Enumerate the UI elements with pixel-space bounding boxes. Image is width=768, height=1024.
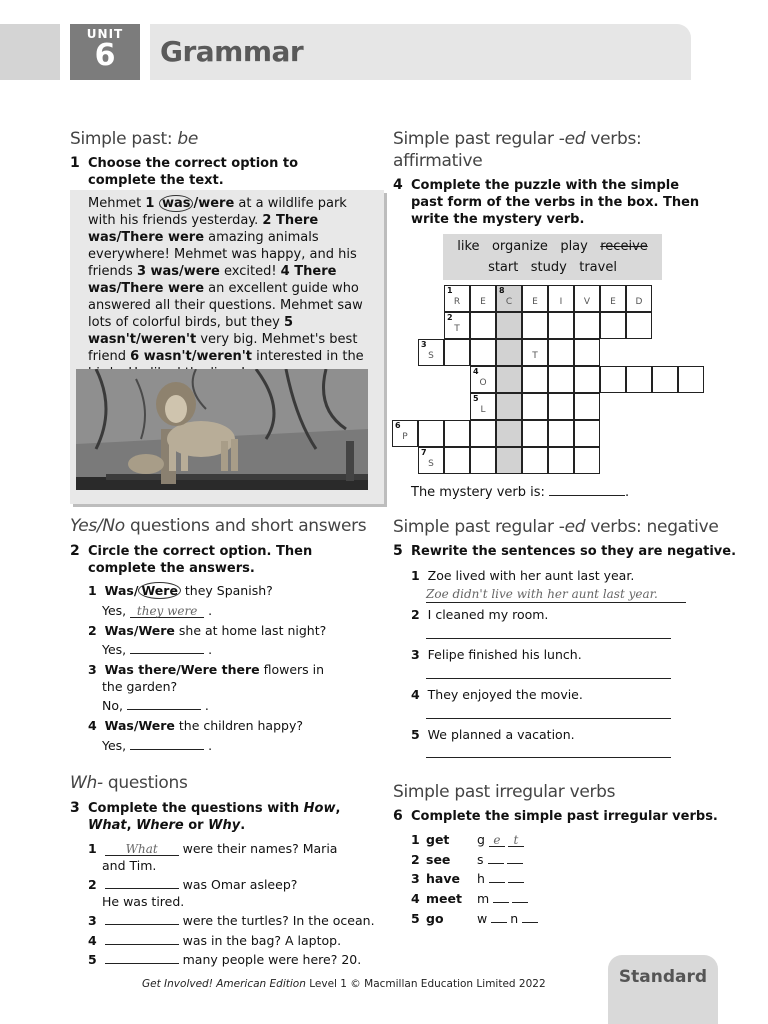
t: 6 bbox=[130, 349, 144, 364]
crossword-cell[interactable] bbox=[652, 366, 678, 393]
crossword-cell[interactable] bbox=[574, 285, 600, 312]
t: Where bbox=[136, 818, 184, 833]
answer-blank[interactable]: they were bbox=[130, 605, 204, 618]
crossword-cell[interactable] bbox=[574, 420, 600, 447]
mystery-label: The mystery verb is: bbox=[411, 485, 545, 500]
t: 3 bbox=[136, 264, 151, 279]
wh-item-4 bbox=[88, 932, 341, 949]
clue-number: 4 bbox=[473, 367, 479, 376]
crossword-cell[interactable] bbox=[522, 312, 548, 339]
cell-letter: O bbox=[479, 378, 487, 388]
answer-blank[interactable]: What bbox=[105, 843, 179, 856]
t: verbs: affirmative bbox=[393, 129, 642, 171]
sentence: They enjoyed the movie. bbox=[427, 687, 583, 702]
option[interactable]: There was/There were bbox=[88, 213, 319, 245]
clue-number: 5 bbox=[473, 394, 479, 403]
base-verb: have bbox=[426, 871, 460, 887]
item-number: 2 bbox=[411, 851, 420, 867]
base-verb: meet bbox=[426, 891, 462, 907]
irregular-verb-row bbox=[411, 831, 519, 848]
crossword-cell[interactable] bbox=[496, 339, 522, 366]
crossword-cell[interactable] bbox=[444, 339, 470, 366]
irregular-verb-list bbox=[411, 831, 611, 931]
neg-item-5 bbox=[411, 726, 575, 743]
cell-letter: P bbox=[402, 432, 408, 442]
crossword-cell[interactable] bbox=[418, 339, 444, 366]
section-title-negative bbox=[393, 516, 719, 538]
cell-letter: C bbox=[505, 297, 513, 307]
answer-prefix: Yes, bbox=[102, 738, 131, 753]
word: organize bbox=[491, 239, 548, 254]
letter-blank[interactable] bbox=[488, 851, 504, 864]
t: Get Involved! American Edition bbox=[142, 978, 306, 990]
circled-option[interactable]: was bbox=[159, 195, 194, 212]
irregular-verb-row bbox=[411, 910, 523, 927]
question-text: many people were here? 20. bbox=[178, 952, 362, 967]
wh-item-2-line2: He was tired. bbox=[102, 894, 185, 909]
crossword-cell[interactable] bbox=[470, 420, 496, 447]
question-text: she at home last night? bbox=[174, 623, 327, 638]
yn-item-1 bbox=[88, 582, 273, 599]
letter-blank[interactable] bbox=[507, 851, 523, 864]
crossword-cell[interactable] bbox=[418, 420, 444, 447]
yn-item-3-line2: the garden? bbox=[102, 679, 178, 694]
t: ed bbox=[564, 517, 586, 537]
crossword-cell[interactable] bbox=[496, 447, 522, 474]
past-form bbox=[477, 870, 527, 887]
footer-copyright bbox=[142, 978, 546, 990]
crossword-cell[interactable] bbox=[522, 366, 548, 393]
t: Complete the questions with bbox=[88, 801, 304, 816]
letter-blank[interactable] bbox=[522, 910, 538, 923]
question-text: were their names? Maria bbox=[178, 841, 338, 856]
word: play bbox=[560, 239, 588, 254]
crossword-cell[interactable] bbox=[496, 420, 522, 447]
question-text: flowers in bbox=[259, 662, 325, 677]
crossword-cell[interactable] bbox=[444, 312, 470, 339]
neg-answer-4[interactable] bbox=[426, 718, 671, 719]
cell-letter: T bbox=[454, 324, 460, 334]
answer-prefix: Yes, bbox=[102, 603, 131, 618]
item-number: 1 bbox=[411, 568, 420, 583]
t: 4 bbox=[280, 264, 295, 279]
start-letter: m bbox=[477, 891, 494, 907]
t: Yes bbox=[70, 516, 97, 536]
letter-blank[interactable] bbox=[493, 890, 509, 903]
irregular-verb-row bbox=[411, 870, 489, 887]
page-title: Grammar bbox=[160, 35, 304, 68]
cell-letter: E bbox=[610, 297, 616, 307]
word-row-1 bbox=[443, 236, 662, 257]
crossword-cell[interactable] bbox=[522, 285, 548, 312]
crossword-cell[interactable] bbox=[548, 420, 574, 447]
item-number: 2 bbox=[88, 877, 97, 892]
crossword-cell[interactable] bbox=[574, 393, 600, 420]
t: an excellent guide who answered all their questions. Mehmet saw lots of colorful birds, but they bbox=[88, 281, 363, 330]
crossword-cell[interactable] bbox=[470, 285, 496, 312]
t: Wh- bbox=[70, 773, 103, 793]
start-letter: s bbox=[477, 851, 488, 867]
exercise-number: 3 bbox=[70, 800, 80, 816]
unit-badge bbox=[70, 24, 140, 80]
answer-prefix: No, bbox=[102, 698, 127, 713]
middle-letter: n bbox=[510, 910, 523, 926]
neg-answer-2[interactable] bbox=[426, 638, 671, 639]
lion-photo bbox=[76, 369, 368, 490]
answer-blank[interactable] bbox=[127, 697, 201, 710]
t: Simple past regular - bbox=[393, 517, 565, 537]
option[interactable]: wasn't/weren't bbox=[143, 349, 252, 364]
word-box bbox=[443, 234, 662, 280]
crossword-cell[interactable] bbox=[600, 285, 626, 312]
start-letter: h bbox=[477, 871, 489, 887]
lion-photo-illustration bbox=[76, 369, 368, 490]
exercise-instruction: Complete the puzzle with the simple past form of the verbs in the box. Then write the mystery verb. bbox=[411, 178, 700, 227]
t: , bbox=[335, 801, 341, 816]
word: study bbox=[530, 260, 567, 275]
crossword-cell[interactable] bbox=[470, 366, 496, 393]
yn-item-2 bbox=[88, 622, 326, 639]
start-letter: g bbox=[477, 832, 489, 847]
option[interactable]: Was/Were bbox=[104, 623, 175, 638]
exercise-number: 5 bbox=[393, 543, 403, 559]
question-text: was in the bag? A laptop. bbox=[178, 933, 342, 948]
answer-blank[interactable] bbox=[105, 912, 179, 925]
level-badge: Standard bbox=[608, 955, 718, 1024]
cell-letter: S bbox=[428, 459, 434, 469]
item-number: 2 bbox=[411, 607, 420, 622]
t: 5 bbox=[283, 315, 293, 330]
past-form bbox=[477, 831, 527, 848]
exercise-instruction: Rewrite the sentences so they are negative. bbox=[411, 544, 737, 559]
base-verb: see bbox=[426, 851, 451, 867]
option[interactable]: wasn't/weren't bbox=[88, 332, 197, 347]
yn-item-3 bbox=[88, 661, 324, 678]
crossword-cell[interactable] bbox=[574, 366, 600, 393]
item-number: 4 bbox=[411, 687, 420, 702]
crossword-cell[interactable] bbox=[522, 447, 548, 474]
letter-blank[interactable]: t bbox=[508, 834, 524, 847]
t: excited! bbox=[219, 264, 281, 279]
mystery-verb-line: The mystery verb is: . bbox=[411, 485, 630, 500]
t: interested in the bbox=[256, 349, 364, 364]
crossword-cell[interactable] bbox=[548, 447, 574, 474]
letter-blank[interactable] bbox=[489, 870, 505, 883]
t: questions bbox=[102, 773, 188, 793]
crossword-cell[interactable] bbox=[470, 447, 496, 474]
crossword-cell[interactable] bbox=[522, 393, 548, 420]
crossword-cell[interactable] bbox=[626, 285, 652, 312]
word-crossed: receive bbox=[600, 239, 648, 254]
option[interactable]: /were bbox=[193, 196, 235, 211]
clue-number: 8 bbox=[499, 286, 505, 295]
item-number: 5 bbox=[88, 952, 97, 967]
crossword-cell[interactable] bbox=[444, 285, 470, 312]
cell-letter: I bbox=[559, 297, 563, 307]
answer-prefix: Yes, bbox=[102, 642, 131, 657]
t: What bbox=[88, 818, 127, 833]
cell-letter: S bbox=[428, 351, 434, 361]
word-row-2 bbox=[443, 257, 662, 278]
cell-letter: V bbox=[583, 297, 591, 307]
neg-item-4 bbox=[411, 686, 583, 703]
past-form bbox=[477, 851, 526, 868]
past-form bbox=[477, 910, 541, 927]
option[interactable]: Was there/Were there bbox=[104, 662, 260, 677]
t: amazing animals everywhere! Mehmet was happy, and his friends bbox=[88, 230, 357, 279]
item-number: 1 bbox=[411, 832, 420, 847]
crossword-cell[interactable] bbox=[522, 339, 548, 366]
sentence: We planned a vacation. bbox=[427, 727, 575, 742]
title-text: Simple past: bbox=[70, 129, 178, 149]
unit-number: 6 bbox=[94, 38, 116, 73]
reading-text bbox=[88, 195, 378, 382]
neg-item-1 bbox=[411, 567, 634, 584]
clue-number: 7 bbox=[421, 448, 427, 457]
clue-number: 6 bbox=[395, 421, 401, 430]
cell-letter: T bbox=[532, 351, 538, 361]
word: like bbox=[457, 239, 480, 254]
neg-item-2 bbox=[411, 606, 548, 623]
crossword-cell[interactable] bbox=[496, 393, 522, 420]
wh-item-5 bbox=[88, 951, 361, 968]
crossword-cell[interactable] bbox=[444, 420, 470, 447]
question-text: they Spanish? bbox=[180, 583, 273, 598]
section-title-wh-questions bbox=[70, 772, 188, 794]
item-number: 1 bbox=[88, 583, 97, 598]
letter-blank[interactable] bbox=[491, 910, 507, 923]
neg-answer-3[interactable] bbox=[426, 678, 671, 679]
title-em: be bbox=[177, 129, 199, 149]
crossword-cell[interactable] bbox=[574, 447, 600, 474]
neg-answer-5[interactable] bbox=[426, 757, 671, 758]
yn-answer-2: Yes, . bbox=[102, 642, 213, 657]
yn-answer-1: Yes, they were . bbox=[102, 603, 213, 618]
wh-item-1-line2: and Tim. bbox=[102, 858, 157, 873]
irregular-verb-row bbox=[411, 851, 488, 868]
answer-blank[interactable] bbox=[105, 876, 179, 889]
letter-blank[interactable] bbox=[508, 870, 524, 883]
exercise-instruction bbox=[88, 800, 373, 834]
t: / bbox=[96, 516, 103, 536]
answer-blank[interactable] bbox=[105, 951, 179, 964]
circled-option[interactable]: Were bbox=[138, 582, 180, 599]
t: Mehmet bbox=[88, 196, 146, 211]
word: travel bbox=[579, 260, 617, 275]
section-title-irregular: Simple past irregular verbs bbox=[393, 782, 616, 802]
mystery-blank[interactable] bbox=[549, 483, 625, 496]
crossword-cell[interactable] bbox=[418, 447, 444, 474]
exercise-number: 6 bbox=[393, 808, 403, 824]
crossword-cell[interactable] bbox=[548, 339, 574, 366]
base-verb: get bbox=[426, 832, 450, 847]
letter-blank[interactable] bbox=[512, 890, 528, 903]
crossword-cell[interactable] bbox=[548, 366, 574, 393]
option[interactable]: There was/There were bbox=[88, 264, 337, 296]
crossword-cell[interactable] bbox=[678, 366, 704, 393]
exercise-instruction: Choose the correct option to complete the text. bbox=[88, 156, 299, 188]
start-letter: w bbox=[477, 910, 492, 926]
item-number: 3 bbox=[411, 647, 420, 662]
t: 2 bbox=[262, 213, 276, 228]
cell-letter: D bbox=[635, 297, 643, 307]
yn-answer-3: No, . bbox=[102, 698, 209, 713]
t: . bbox=[240, 818, 246, 833]
option[interactable]: Was/Were bbox=[104, 718, 175, 733]
t: at a wildlife park with his friends yesterday. bbox=[88, 196, 347, 228]
neg-answer-1[interactable]: Zoe didn't live with her aunt last year. bbox=[426, 586, 686, 603]
t: very big. Mehmet's best friend bbox=[88, 332, 358, 364]
item-number: 3 bbox=[88, 662, 97, 677]
exercise-instruction: Circle the correct option. Then complete the answers. bbox=[88, 544, 313, 576]
t: How bbox=[303, 801, 336, 816]
crossword-cell[interactable] bbox=[600, 366, 626, 393]
t: ed bbox=[564, 129, 586, 149]
crossword-cell[interactable] bbox=[600, 312, 626, 339]
exercise-number: 2 bbox=[70, 543, 80, 559]
t: verbs: negative bbox=[585, 517, 719, 537]
sentence: Zoe lived with her aunt last year. bbox=[427, 568, 635, 583]
crossword-cell[interactable] bbox=[574, 339, 600, 366]
past-form bbox=[477, 890, 531, 907]
crossword-cell[interactable] bbox=[522, 420, 548, 447]
question-text: the children happy? bbox=[174, 718, 303, 733]
exercise-number: 1 bbox=[70, 155, 80, 171]
cell-letter: E bbox=[532, 297, 538, 307]
irregular-verb-row bbox=[411, 890, 494, 907]
crossword-cell[interactable] bbox=[444, 447, 470, 474]
question-text: were the turtles? In the ocean. bbox=[178, 913, 375, 928]
t: No bbox=[102, 516, 125, 536]
yn-item-4 bbox=[88, 717, 303, 734]
crossword-cell[interactable] bbox=[496, 285, 522, 312]
section-title-yes-no bbox=[70, 515, 366, 537]
unit-label: UNIT bbox=[86, 27, 124, 41]
answer-blank[interactable] bbox=[105, 932, 179, 945]
wh-item-3 bbox=[88, 912, 375, 929]
t: Simple past regular - bbox=[393, 129, 565, 149]
crossword-cell[interactable] bbox=[496, 366, 522, 393]
t: 1 bbox=[145, 196, 159, 211]
crossword-cell[interactable] bbox=[548, 285, 574, 312]
sentence: Felipe finished his lunch. bbox=[427, 647, 582, 662]
crossword-cell[interactable] bbox=[470, 312, 496, 339]
sentence: I cleaned my room. bbox=[427, 607, 549, 622]
wh-item-1 bbox=[88, 840, 337, 857]
section-title-affirmative bbox=[393, 128, 653, 172]
cell-letter: R bbox=[453, 297, 461, 307]
clue-number: 3 bbox=[421, 340, 427, 349]
item-number: 2 bbox=[88, 623, 97, 638]
option[interactable]: Was/ bbox=[104, 583, 139, 598]
base-verb: go bbox=[426, 910, 444, 926]
question-text: was Omar asleep? bbox=[178, 877, 298, 892]
yn-answer-4: Yes, . bbox=[102, 738, 213, 753]
item-number: 5 bbox=[411, 910, 420, 926]
t: questions and short answers bbox=[124, 516, 367, 536]
neg-item-3 bbox=[411, 646, 582, 663]
exercise-number: 4 bbox=[393, 177, 403, 193]
t: Level 1 © Macmillan Education Limited 2022 bbox=[305, 978, 546, 990]
cell-letter: E bbox=[480, 297, 486, 307]
crossword-cell[interactable] bbox=[548, 393, 574, 420]
item-number: 4 bbox=[88, 718, 97, 733]
cell-letter: L bbox=[480, 405, 486, 415]
crossword-cell[interactable] bbox=[548, 312, 574, 339]
section-title-simple-past-be bbox=[70, 128, 198, 150]
header-left-tab bbox=[0, 24, 60, 80]
crossword-cell[interactable] bbox=[574, 312, 600, 339]
clue-number: 2 bbox=[447, 313, 453, 322]
t: , bbox=[126, 818, 137, 833]
t: or bbox=[183, 818, 209, 833]
t: Why bbox=[208, 818, 241, 833]
item-number: 3 bbox=[88, 913, 97, 928]
wh-item-2 bbox=[88, 876, 297, 893]
crossword-cell[interactable] bbox=[626, 312, 652, 339]
letter-blank[interactable]: e bbox=[489, 834, 505, 847]
item-number: 5 bbox=[411, 727, 420, 742]
crossword-cell[interactable] bbox=[496, 312, 522, 339]
crossword-cell[interactable] bbox=[470, 339, 496, 366]
item-number: 4 bbox=[411, 891, 420, 907]
word: start bbox=[488, 260, 519, 275]
crossword-cell[interactable] bbox=[626, 366, 652, 393]
answer-blank[interactable] bbox=[130, 737, 204, 750]
crossword-cell[interactable] bbox=[470, 393, 496, 420]
clue-number: 1 bbox=[447, 286, 453, 295]
answer-blank[interactable] bbox=[130, 641, 204, 654]
item-number: 3 bbox=[411, 871, 420, 887]
exercise-instruction: Complete the simple past irregular verbs. bbox=[411, 809, 718, 824]
crossword-cell[interactable] bbox=[392, 420, 418, 447]
item-number: 1 bbox=[88, 841, 97, 856]
item-number: 4 bbox=[88, 933, 97, 948]
option[interactable]: was/were bbox=[150, 264, 220, 279]
